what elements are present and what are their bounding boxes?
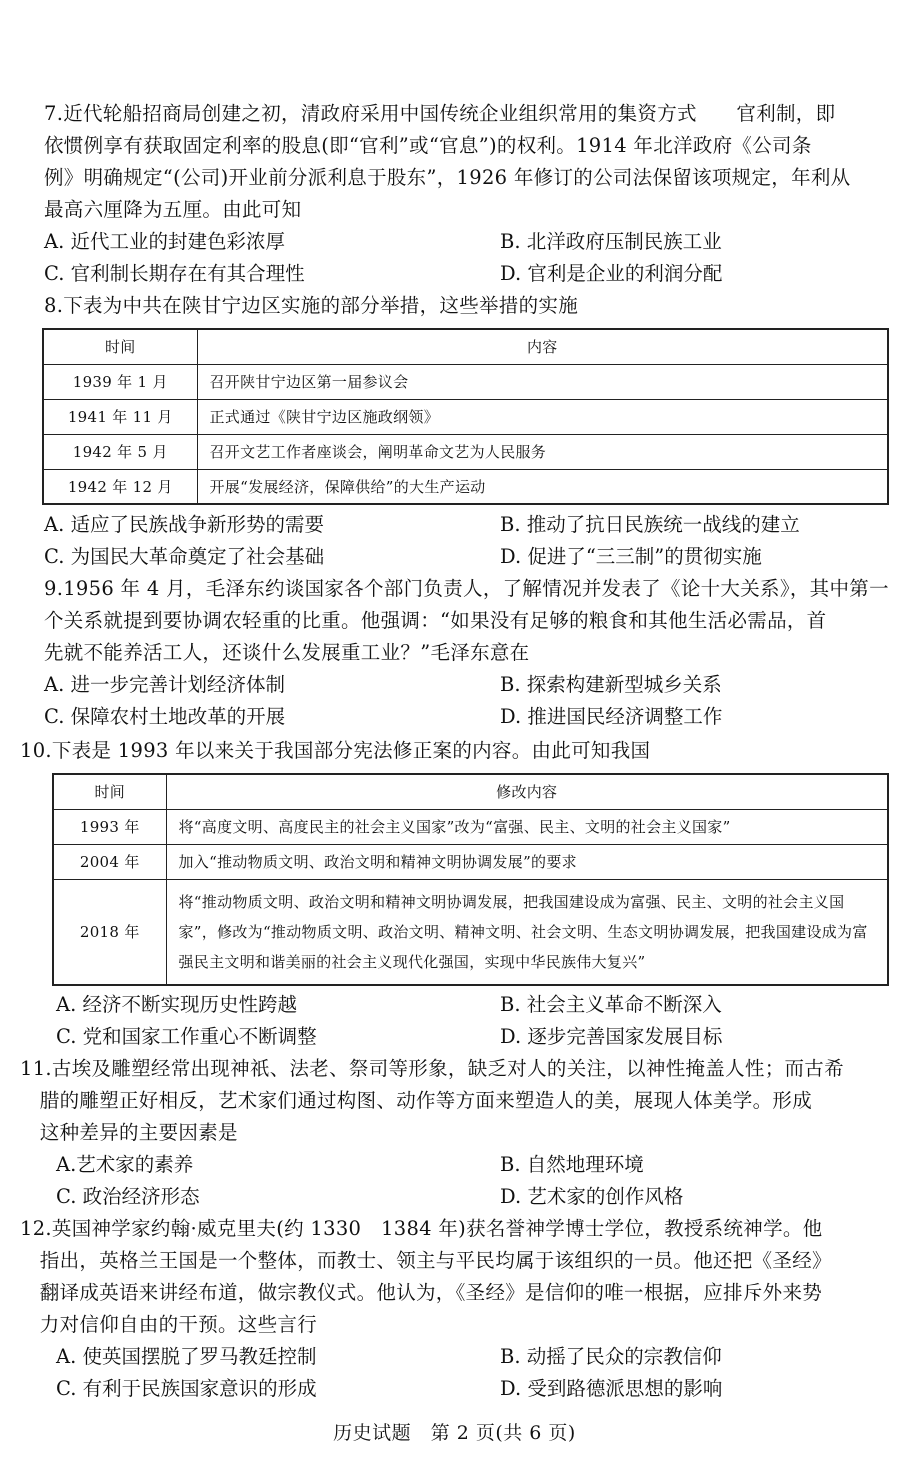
table-row — [43, 364, 888, 399]
table-header-time: 时间 — [53, 774, 166, 809]
q11-option-d: D. 艺术家的创作风格 — [500, 1185, 684, 1208]
q9-stem-line-1: 9.1956 年 4 月，毛泽东约谈国家各个部门负责人，了解情况并发表了《论十大关系》，其中第一 — [44, 577, 889, 600]
q8-stem: 8.下表为中共在陕甘宁边区实施的部分举措，这些举措的实施 — [44, 294, 579, 317]
q10-option-d: D. 逐步完善国家发展目标 — [500, 1025, 723, 1048]
table-header-row — [43, 329, 888, 364]
q7-option-d: D. 官利是企业的利润分配 — [500, 262, 723, 285]
q11-stem-line-2: 腊的雕塑正好相反，艺术家们通过构图、动作等方面来塑造人的美，展现人体美学。形成 — [20, 1089, 813, 1112]
table-cell-content: 开展“发展经济，保障供给”的大生产运动 — [197, 469, 888, 504]
page-footer: 历史试题 第 2 页(共 6 页) — [333, 1422, 576, 1444]
q11-option-a: A.艺术家的素养 — [56, 1153, 194, 1176]
table-row — [53, 844, 888, 879]
q9-option-a: A. 进一步完善计划经济体制 — [44, 673, 285, 696]
q7-stem-line-4: 最高六厘降为五厘。由此可知 — [44, 198, 302, 221]
table-row — [53, 809, 888, 844]
table-cell-content: 加入“推动物质文明、政治文明和精神文明协调发展”的要求 — [166, 844, 888, 879]
q9-option-b: B. 探索构建新型城乡关系 — [500, 673, 722, 696]
table-cell-time: 2018 年 — [53, 879, 166, 985]
table-row — [53, 879, 888, 985]
q12-option-c: C. 有利于民族国家意识的形成 — [56, 1377, 317, 1400]
table-cell-time: 2004 年 — [53, 844, 166, 879]
q7-stem-line-2: 依惯例享有获取固定利率的股息(即“官利”或“官息”)的权利。1914 年北洋政府《公司条 — [44, 134, 812, 157]
table-cell-time: 1942 年 5 月 — [43, 434, 197, 469]
q7-option-b: B. 北洋政府压制民族工业 — [500, 230, 722, 253]
q10-option-b: B. 社会主义革命不断深入 — [500, 993, 722, 1016]
table-header-time: 时间 — [43, 329, 197, 364]
q12-stem-line-1: 12.英国神学家约翰·威克里夫(约 1330 1384 年)获名誉神学博士学位，教授系统神学。他 — [20, 1217, 823, 1240]
q11-option-c: C. 政治经济形态 — [56, 1185, 200, 1208]
q10-option-a: A. 经济不断实现历史性跨越 — [56, 993, 297, 1016]
table-header-row — [53, 774, 888, 809]
q9-option-d: D. 推进国民经济调整工作 — [500, 705, 723, 728]
table-cell-time: 1993 年 — [53, 809, 166, 844]
table-cell-content: 将“推动物质文明、政治文明和精神文明协调发展，把我国建设成为富强、民主、文明的社会主义国家”，修改为“推动物质文明、政治文明、精神文明、社会文明、生态文明协调发展，把我国建设成为富强民主文明和谐美丽的社会主义现代化强国，实现中华民族伟大复兴” — [166, 879, 888, 985]
table-cell-time: 1942 年 12 月 — [43, 469, 197, 504]
q11-stem-line-1: 11.古埃及雕塑经常出现神祇、法老、祭司等形象，缺乏对人的关注，以神性掩盖人性；而古希 — [20, 1057, 844, 1080]
table-cell-time: 1939 年 1 月 — [43, 364, 197, 399]
q9-stem-line-3: 先就不能养活工人，还谈什么发展重工业？”毛泽东意在 — [44, 641, 530, 664]
q12-stem-line-3: 翻译成英语来讲经布道，做宗教仪式。他认为，《圣经》是信仰的唯一根据，应排斥外来势 — [20, 1281, 823, 1304]
q10-stem: 10.下表是 1993 年以来关于我国部分宪法修正案的内容。由此可知我国 — [20, 739, 651, 762]
q10-option-c: C. 党和国家工作重心不断调整 — [56, 1025, 317, 1048]
q9-option-c: C. 保障农村土地改革的开展 — [44, 705, 286, 728]
q12-stem-line-2: 指出，英格兰王国是一个整体，而教士、领主与平民均属于该组织的一员。他还把《圣经》 — [20, 1249, 832, 1272]
q8-option-b: B. 推动了抗日民族统一战线的建立 — [500, 513, 800, 536]
q7-option-a: A. 近代工业的封建色彩浓厚 — [44, 230, 285, 253]
table-header-content: 内容 — [197, 329, 888, 364]
q10-table — [52, 773, 889, 986]
table-cell-time: 1941 年 11 月 — [43, 399, 197, 434]
table-cell-content: 正式通过《陕甘宁边区施政纲领》 — [197, 399, 888, 434]
q11-stem-line-3: 这种差异的主要因素是 — [20, 1121, 238, 1144]
table-cell-content: 召开文艺工作者座谈会，阐明革命文艺为人民服务 — [197, 434, 888, 469]
table-row — [43, 399, 888, 434]
q9-stem-line-2: 个关系就提到要协调农轻重的比重。他强调：“如果没有足够的粮食和其他生活必需品，首 — [44, 609, 827, 632]
table-row — [43, 434, 888, 469]
q8-option-d: D. 促进了“三三制”的贯彻实施 — [500, 545, 762, 568]
table-row — [43, 469, 888, 504]
q7-stem-line-1: 7.近代轮船招商局创建之初，清政府采用中国传统企业组织常用的集资方式 官利制，即 — [44, 102, 836, 125]
table-cell-content: 将“高度文明、高度民主的社会主义国家”改为“富强、民主、文明的社会主义国家” — [166, 809, 888, 844]
q12-option-b: B. 动摇了民众的宗教信仰 — [500, 1345, 722, 1368]
q8-table — [42, 328, 889, 505]
q12-option-d: D. 受到路德派思想的影响 — [500, 1377, 723, 1400]
q12-stem-line-4: 力对信仰自由的干预。这些言行 — [20, 1313, 318, 1336]
q11-option-b: B. 自然地理环境 — [500, 1153, 644, 1176]
q7-option-c: C. 官利制长期存在有其合理性 — [44, 262, 305, 285]
q12-option-a: A. 使英国摆脱了罗马教廷控制 — [56, 1345, 317, 1368]
q7-stem-line-3: 例》明确规定“(公司)开业前分派利息于股东”，1926 年修订的公司法保留该项规定，年利从 — [44, 166, 851, 189]
table-header-content: 修改内容 — [166, 774, 888, 809]
q8-option-c: C. 为国民大革命奠定了社会基础 — [44, 545, 325, 568]
table-cell-content: 召开陕甘宁边区第一届参议会 — [197, 364, 888, 399]
q8-option-a: A. 适应了民族战争新形势的需要 — [44, 513, 324, 536]
